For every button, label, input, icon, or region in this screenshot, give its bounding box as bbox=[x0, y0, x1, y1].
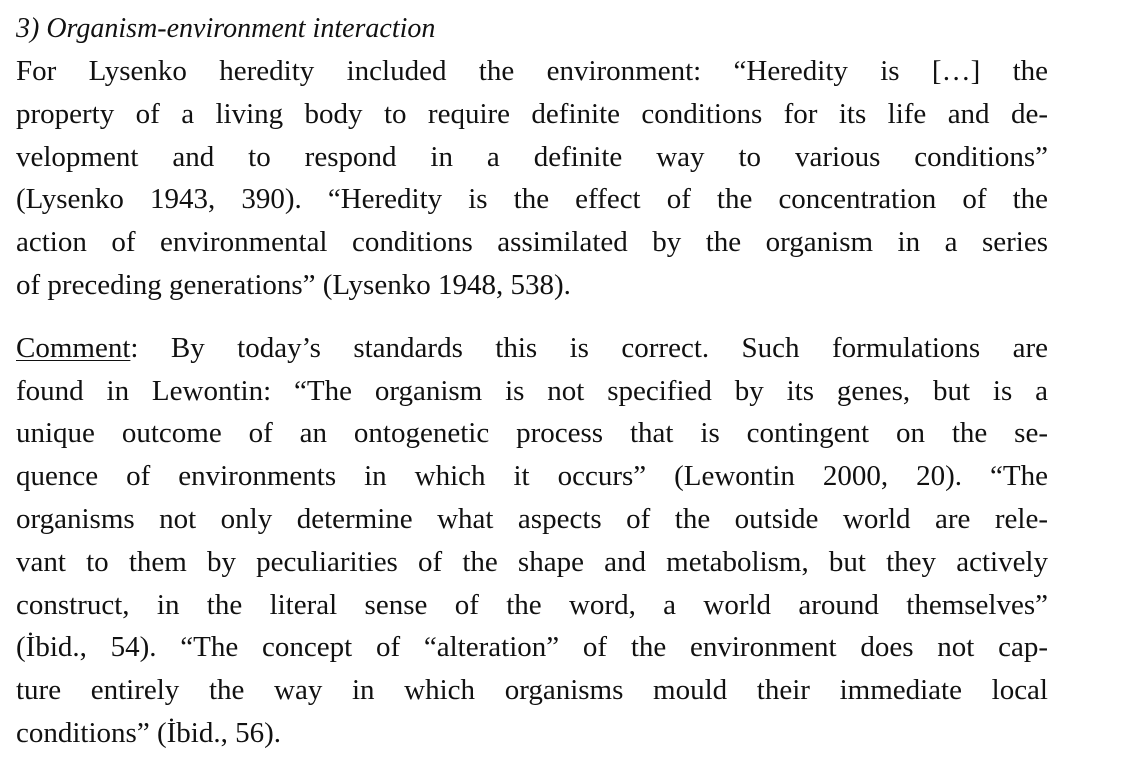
comment-label: Comment bbox=[16, 331, 131, 364]
paragraph-comment bbox=[16, 327, 1048, 755]
document-page bbox=[16, 10, 1048, 755]
text-line: organisms not only determine what aspects of the outside world are rele- bbox=[16, 502, 1048, 535]
text-line: action of environmental conditions assimilated by the organism in a series bbox=[16, 226, 1048, 259]
text-line: unique outcome of an ontogenetic process that is contingent on the se- bbox=[16, 417, 1048, 450]
comment-first-line-text: : By today’s standards this is correct. Such formulations are bbox=[130, 331, 1048, 364]
text-line: construct, in the literal sense of the word, a world around themselves” bbox=[16, 588, 1048, 621]
text-line: conditions” (İbid., 56). bbox=[16, 716, 281, 749]
text-line: (İbid., 54). “The concept of “alteration” of the environment does not cap- bbox=[16, 631, 1048, 664]
text-line: property of a living body to require definite conditions for its life and de- bbox=[16, 97, 1048, 130]
comment-first-line bbox=[16, 327, 1048, 370]
text-line: of preceding generations” (Lysenko 1948, 538). bbox=[16, 268, 571, 301]
text-line: velopment and to respond in a definite way to various conditions” bbox=[16, 140, 1048, 173]
text-line: ture entirely the way in which organisms mould their immediate local bbox=[16, 674, 1048, 707]
text-line: quence of environments in which it occurs” (Lewontin 2000, 20). “The bbox=[16, 460, 1048, 493]
paragraph-lysenko bbox=[16, 50, 1048, 307]
text-line: (Lysenko 1943, 390). “Heredity is the effect of the concentration of the bbox=[16, 183, 1048, 216]
text-line: found in Lewontin: “The organism is not specified by its genes, but is a bbox=[16, 374, 1048, 407]
text-line: For Lysenko heredity included the environment: “Heredity is […] the bbox=[16, 55, 1048, 87]
text-line: vant to them by peculiarities of the shape and metabolism, but they actively bbox=[16, 545, 1048, 578]
section-heading: 3) Organism-environment interaction bbox=[16, 13, 436, 44]
